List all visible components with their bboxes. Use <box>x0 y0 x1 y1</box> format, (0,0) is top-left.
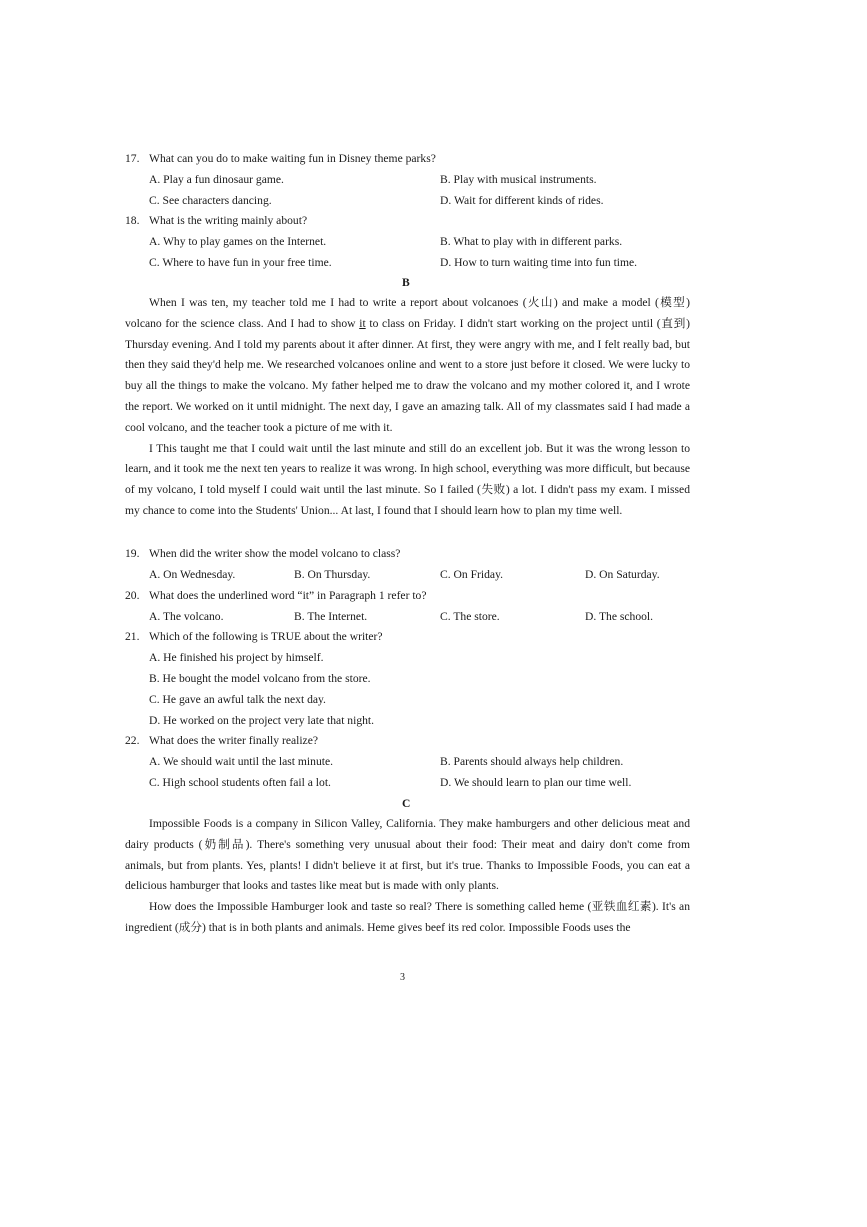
option-d: D. The school. <box>585 610 654 623</box>
question-text: What can you do to make waiting fun in Disney theme parks? <box>149 152 436 165</box>
section-heading: C <box>402 797 411 810</box>
option-c: C. He gave an awful talk the next day. <box>149 693 326 706</box>
option-a: A. We should wait until the last minute. <box>149 755 334 768</box>
option-a: A. Play a fun dinosaur game. <box>149 173 284 186</box>
option-c: C. See characters dancing. <box>149 194 272 207</box>
question-number: 17. <box>125 152 140 165</box>
passage-paragraph: Impossible Foods is a company in Silicon Valley, California. They make hamburgers and other delicious meat and dairy products (奶制品). There's something very unusual about their food: Their meat and dairy don't come from animals, but from plants. Yes, plants! I didn't believe it at first, but it's true. Thanks to Impossible Foods, you can eat a delicious hamburger that looks and tastes like meat but is made with only plants. <box>125 817 690 893</box>
option-a: A. He finished his project by himself. <box>149 651 324 664</box>
option-c: C. High school students often fail a lot. <box>149 776 331 789</box>
option-b: B. He bought the model volcano from the store. <box>149 672 371 685</box>
option-b: B. Parents should always help children. <box>440 755 624 768</box>
option-a: A. Why to play games on the Internet. <box>149 235 327 248</box>
option-d: D. He worked on the project very late that night. <box>149 714 375 727</box>
question-text: Which of the following is TRUE about the writer? <box>149 630 383 643</box>
question-text: When did the writer show the model volcano to class? <box>149 547 401 560</box>
option-a: A. On Wednesday. <box>149 568 236 581</box>
option-b: B. The Internet. <box>294 610 368 623</box>
question-text: What does the writer finally realize? <box>149 734 318 747</box>
question-text: What is the writing mainly about? <box>149 214 308 227</box>
underlined-word: it <box>359 316 366 330</box>
paragraph-text: When I was ten, my teacher told me I had to write a report about volcanoes (火山) and make a model (模型) volcano for the science class. And I had to show <box>125 296 690 330</box>
question-number: 20. <box>125 589 140 602</box>
passage-paragraph <box>125 293 690 439</box>
option-c: C. Where to have fun in your free time. <box>149 256 332 269</box>
passage-paragraph: How does the Impossible Hamburger look and taste so real? There is something called heme (亚铁血红素). It's an ingredient (成分) that is in both plants and animals. Heme gives beef its red color. Impossible Foods uses the <box>125 900 690 934</box>
passage-c <box>125 814 690 939</box>
option-a: A. The volcano. <box>149 610 224 623</box>
option-d: D. Wait for different kinds of rides. <box>440 194 604 207</box>
option-d: D. On Saturday. <box>585 568 660 581</box>
option-d: D. We should learn to plan our time well. <box>440 776 632 789</box>
question-number: 21. <box>125 630 140 643</box>
option-b: B. Play with musical instruments. <box>440 173 597 186</box>
question-text: What does the underlined word “it” in Paragraph 1 refer to? <box>149 589 427 602</box>
option-c: C. On Friday. <box>440 568 504 581</box>
question-number: 22. <box>125 734 140 747</box>
option-c: C. The store. <box>440 610 500 623</box>
passage-b <box>125 293 690 522</box>
question-number: 19. <box>125 547 140 560</box>
option-d: D. How to turn waiting time into fun time. <box>440 256 638 269</box>
option-b: B. On Thursday. <box>294 568 371 581</box>
page-number: 3 <box>400 972 405 983</box>
section-heading: B <box>402 276 410 289</box>
question-number: 18. <box>125 214 140 227</box>
option-b: B. What to play with in different parks. <box>440 235 623 248</box>
paragraph-text: to class on Friday. I didn't start working on the project until (直到) Thursday evening. And I told my parents about it after dinner. At first, they were angry with me, and I felt really bad, but then they said they'd help me. We researched volcanoes online and went to a store just before it closed. We were lucky to buy all the things to make the volcano. My father helped me to draw the volcano and my mother colored it, and I wrote the report. We worked on it until midnight. The next day, I gave an amazing talk. All of my classmates said I had made a cool volcano, and the teacher took a picture of me with it. <box>125 316 690 434</box>
passage-paragraph: I This taught me that I could wait until the last minute and still do an excellent job. But it was the wrong lesson to learn, and it took me the next ten years to realize it was wrong. In high school, everything was more difficult, but because of my volcano, I told myself I could wait until the last minute. So I failed (失败) a lot. I didn't pass my exam. I missed my chance to come into the Students' Union... At last, I found that I should learn how to plan my time well. <box>125 441 690 517</box>
